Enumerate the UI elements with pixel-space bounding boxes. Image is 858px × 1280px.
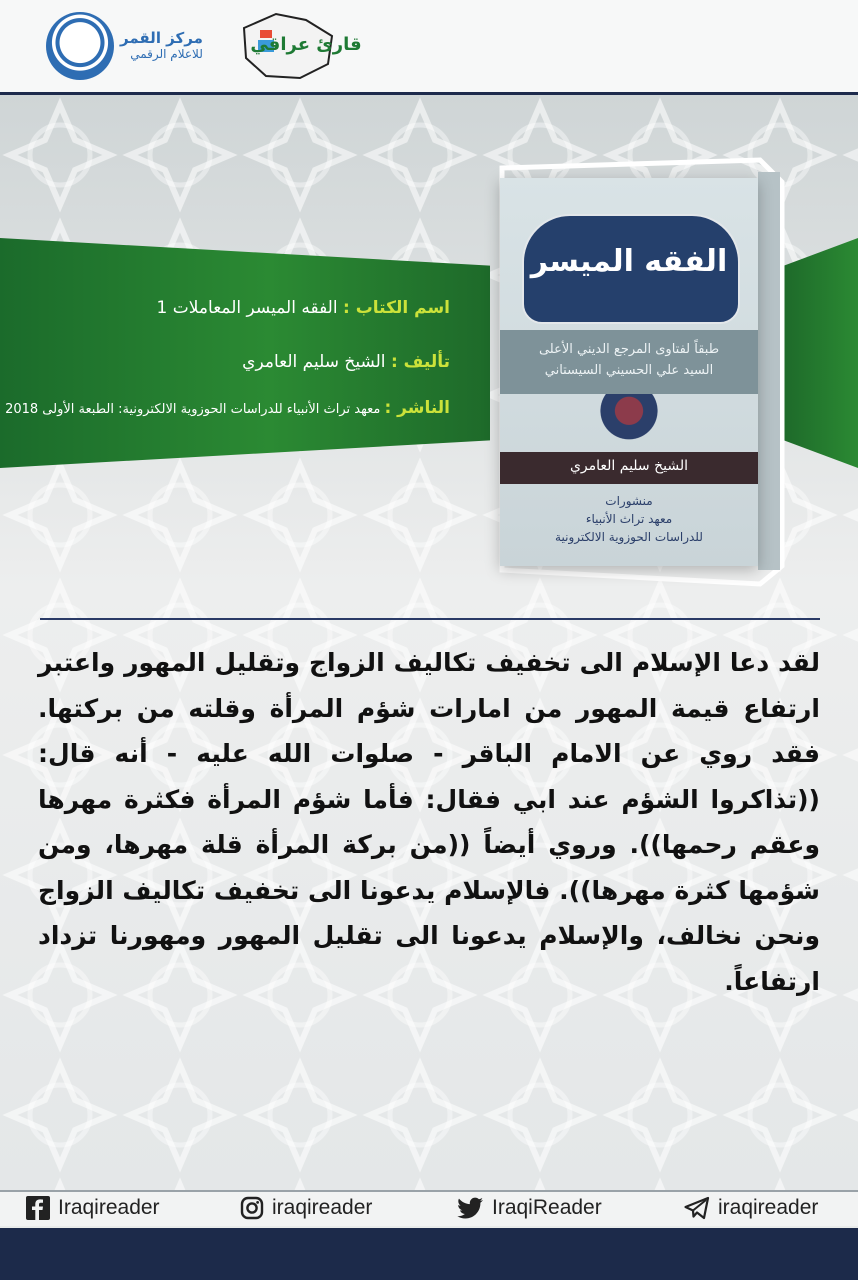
book-publisher-row (5, 398, 450, 418)
instagram-handle: iraqireader (272, 1196, 373, 1219)
book-author-label: تأليف : (390, 352, 450, 372)
cover-subtitle (506, 340, 752, 382)
reader-logo-text: قارئ عراقي (250, 34, 362, 55)
twitter-link[interactable] (458, 1196, 602, 1220)
cover-subtitle-line1: طبقاً لفتاوى المرجع الديني الأعلى (538, 342, 720, 357)
brand-title: مركز القمر (120, 29, 203, 48)
bottom-bar (0, 1228, 858, 1280)
qamar-brand-text (120, 30, 203, 61)
qamar-logo-icon (46, 12, 114, 80)
brand-subtitle: للاعلام الرقمي (130, 46, 203, 61)
cover-publisher-line1: منشورات (605, 494, 653, 508)
qamar-brand[interactable] (46, 12, 203, 80)
twitter-icon (458, 1197, 484, 1219)
cover-title: الفقه الميسر (530, 244, 728, 279)
facebook-handle: Iraqireader (58, 1196, 160, 1219)
book-author-row (242, 352, 450, 372)
instagram-icon (240, 1196, 264, 1220)
facebook-icon (26, 1196, 50, 1220)
book-author-value: الشيخ سليم العامري (242, 352, 386, 372)
book-spine (758, 172, 780, 570)
book-publisher-label: الناشر : (384, 398, 450, 418)
book-publisher-value: معهد تراث الأنبياء للدراسات الحوزوية الالكترونية: الطبعة الأولى 2018 (5, 402, 381, 417)
telegram-handle: iraqireader (718, 1196, 819, 1219)
book-title-value: الفقه الميسر المعاملات 1 (156, 298, 338, 318)
cover-subtitle-line2: السيد علي الحسيني السيستاني (544, 362, 714, 378)
facebook-link[interactable] (26, 1196, 160, 1220)
book-title-row (157, 298, 450, 318)
info-banner-tail (784, 238, 858, 468)
twitter-handle: IraqiReader (492, 1196, 602, 1219)
telegram-icon (684, 1196, 710, 1220)
content-divider (40, 618, 820, 620)
book-title-label: اسم الكتاب : (342, 298, 450, 318)
cover-ornament (580, 394, 678, 450)
cover-author: الشيخ سليم العامري (569, 458, 689, 474)
cover-publisher (500, 492, 758, 546)
article-text: لقد دعا الإسلام الى تخفيف تكاليف الزواج وتقليل المهور واعتبر ارتفاع قيمة المهور من امارات شؤم المرأة وقلته من بركتها. فقد روي عن الامام الباقر - صلوات الله عليه - أنه قال: ((تذاكروا الشؤم عند ابي فقال: فأما شؤم المرأة فكثرة مهرها وعقم رحمها)). وروي أيضاً ((من بركة المرأة قلة مهرها، ومن شؤمها كثرة مهرها)). فالإسلام يدعونا الى تخفيف تكاليف الزواج ونحن نخالف، والإسلام يدعونا الى تقليل المهور ومهورنا تزداد ارتفاعاً. (38, 648, 820, 996)
instagram-link[interactable] (240, 1196, 372, 1220)
header-divider (0, 92, 858, 95)
iraqi-reader-logo[interactable] (236, 6, 362, 84)
cover-publisher-line3: للدراسات الحوزوية الالكترونية (555, 530, 703, 544)
telegram-link[interactable] (684, 1196, 818, 1220)
cover-publisher-line2: معهد تراث الأنبياء (585, 512, 673, 526)
